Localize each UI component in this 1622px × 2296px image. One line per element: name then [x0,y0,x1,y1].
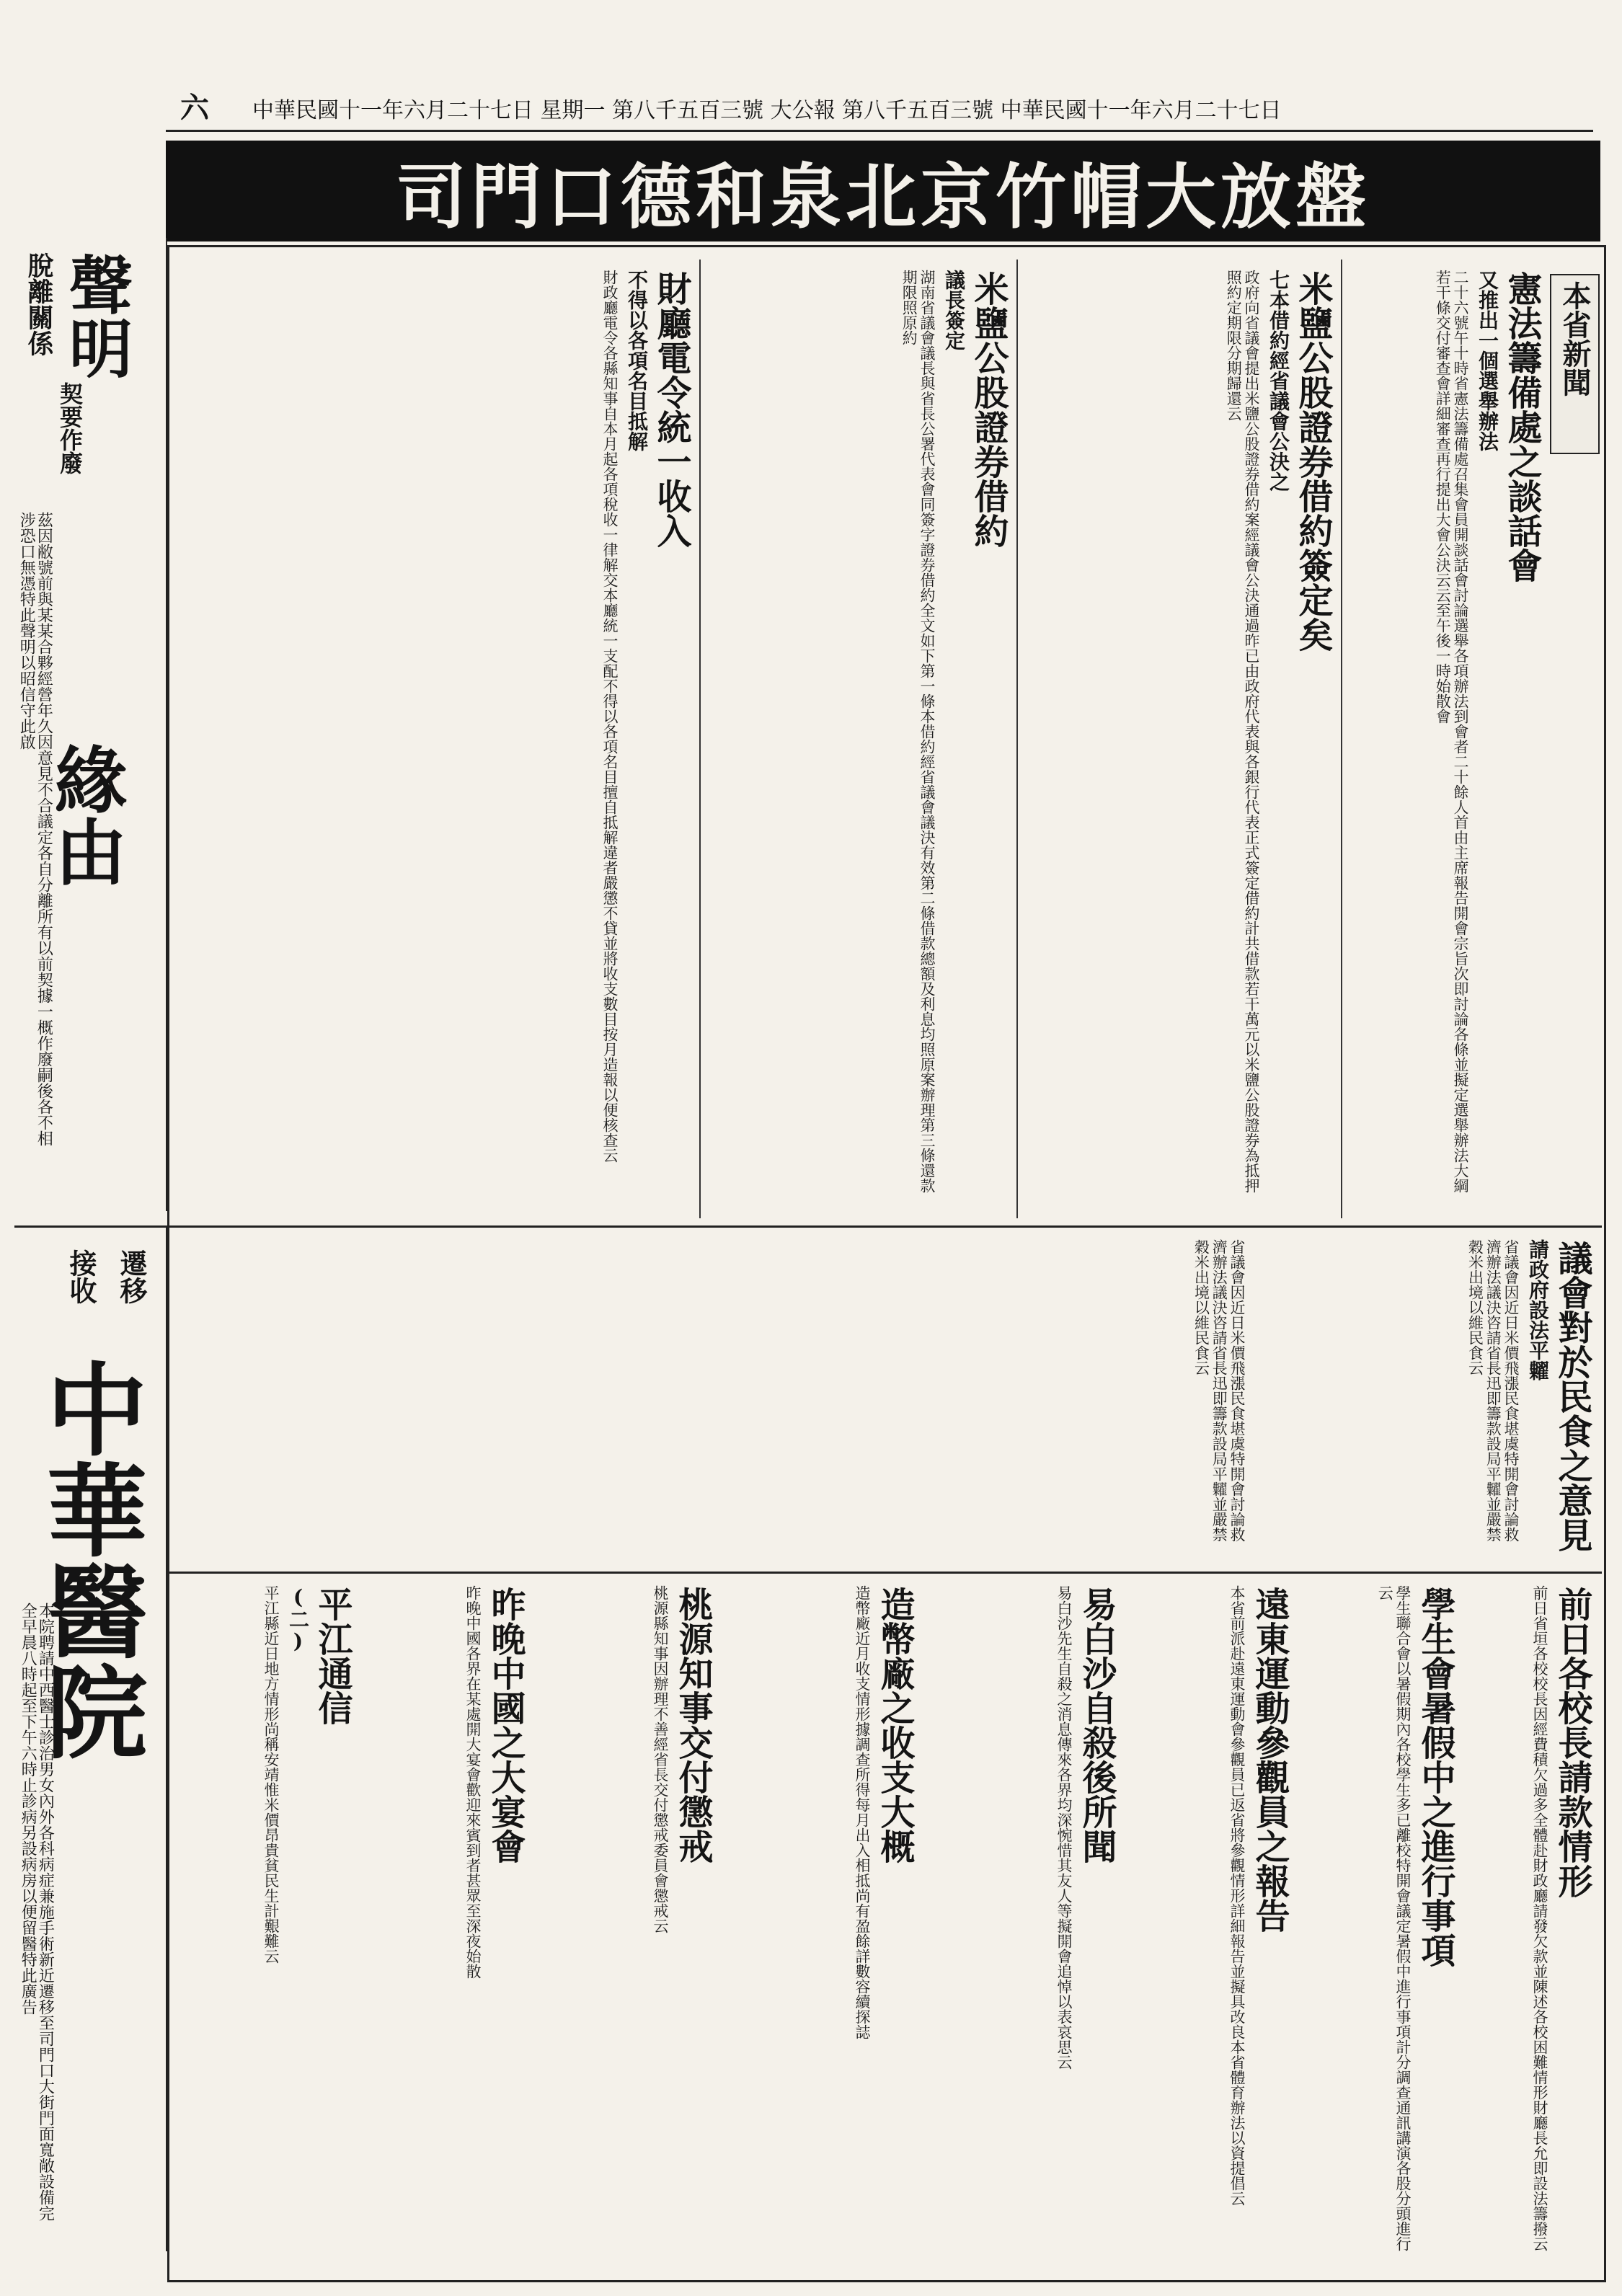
article-body: 省議會因近日米價飛漲民食堪虞特開會討論救濟辦法議決咨請省長迅即籌款設局平糶並嚴禁穀米出境以維民食云 [1466,1239,1520,1542]
article-body: 造幣廠近月收支情形據調查所得每月出入相抵尚有盈餘詳數容續探誌 [854,1585,871,2039]
article-headline: 平江通信 [312,1587,353,1725]
article-body: 學生聯合會以暑假期內各校學生多已離校特開會議定暑假中進行事項計分調查通訊講演各股分頭進行云 [1376,1585,1412,2251]
column-divider [1341,260,1342,1218]
article-subhead: 請政府設法平糶 [1526,1239,1550,1380]
article-food-continued [180,1236,1247,1561]
left-bottom-advertisement [14,1225,167,2251]
ad-header: 遷移 [115,1249,148,1304]
ad-extra: 契要作廢 [56,382,84,474]
article-headline: 桃源知事交付懲戒 [673,1587,713,1863]
article-headline: 米鹽公股證券借約 [968,271,1009,548]
advertisement-banner [166,141,1600,241]
article-finance [180,267,692,1218]
article-mint [721,1582,916,2267]
article-body: 昨晚中國各界在某處開大宴會歡迎來賓到者甚眾至深夜始散 [464,1585,482,1979]
ad-subtitle: 脫離關係 [24,252,54,356]
ad-title: 中華醫院 [30,1357,148,1761]
page-number: 六 [180,91,209,125]
article-subhead: 又推出一個選舉辦法 [1476,270,1499,451]
article-body: 易白沙先生自殺之消息傳來各界均深惋惜其友人等擬開會追悼以表哀思云 [1055,1585,1073,2070]
article-body: 省議會因近日米價飛漲民食堪虞特開會討論救濟辦法議決咨請省長迅即籌款設局平糶並嚴禁穀米出境以維民食云 [1192,1239,1246,1542]
article-constitution [1348,267,1543,1218]
article-body: 本省前派赴遠東運動會參觀員已返省將參觀情形詳細報告並擬具改良本省體育辦法以資提倡云 [1228,1585,1246,2206]
article-headline: 易白沙自殺後所聞 [1076,1587,1117,1863]
article-headline: 議會對於民食之意見 [1552,1241,1592,1552]
date-line-text: 中華民國十一年六月二十七日 星期一 第八千五百三號 大公報 第八千五百三號 中華民國十一年六月二十七日 [252,98,1282,123]
article-headline: 憲法籌備處之談話會 [1502,271,1542,582]
article-body: 前日省垣各校校長因經費積欠過多全體赴財政廳請發欠款並陳述各校困難情形財廳長允即設法籌撥云 [1531,1585,1548,2251]
ad-body: 本院聘請中西醫士診治男女內外各科病症兼施手術新近遷移至司門口大街門面寬敞設備完全早晨八時起至下午六時止診病另設病房以便留醫特此廣告 [19,1603,55,2221]
ad-title: 聲明 [59,252,134,379]
left-top-advertisement [14,238,167,1211]
article-schools [1463,1582,1593,2267]
article-food [1262,1236,1593,1561]
article-headline: 造幣廠之收支大概 [874,1587,915,1863]
article-body: 平江縣近日地方情形尚稱安靖惟米價昂貴貧民生計艱難云 [262,1585,280,1964]
column-divider [1016,260,1018,1218]
article-yi-baisha [923,1582,1117,2267]
article-body: 桃源縣知事因辦理不善經省長交付懲戒委員會懲戒云 [652,1585,669,1933]
article-far-east [1125,1582,1290,2267]
article-students [1298,1582,1456,2267]
section-rule-2 [167,1572,1602,1574]
article-body: 政府向省議會提出米鹽公股證券借約案經議會公決通過昨已由政府代表與各銀行代表正式簽定借約計共借款若干萬元以米鹽公股證券為抵押照約定期限分期歸還云 [1225,270,1260,1193]
article-body: 財政廳電令各縣知事自本月起各項稅收一律解交本廳統一支配不得以各項名目擅自抵解違者嚴懲不貸並將收支數目按月造報以便核查云 [601,270,619,1163]
article-subhead: 不得以各項名目抵解 [625,270,649,451]
date-line [166,87,1593,132]
column-divider [699,260,701,1218]
article-rice-bond [1024,267,1334,1218]
banner-text: 司門口德和泉北京竹帽大放盤 [395,155,1370,239]
article-headline: 學生會暑假中之進行事項 [1415,1587,1455,1967]
article-pingjiang [180,1582,353,2267]
section-rule-1 [167,1225,1602,1228]
article-subhead: (二) [286,1585,310,1653]
article-banquet [360,1582,526,2267]
article-rice-bond-text [706,267,1009,1218]
article-headline: 財廳電令統一收入 [651,271,691,548]
section-label: 本省新聞 [1550,274,1600,454]
ad-header-2: 接收 [65,1249,97,1304]
article-headline: 前日各校長請款情形 [1552,1587,1592,1898]
article-taoyuan [533,1582,714,2267]
article-headline: 米鹽公股證券借約簽定矣 [1293,271,1333,652]
ad-title-2: 緣由 [43,743,128,887]
article-subhead: 七本借約經省議會公決之 [1267,270,1290,492]
article-headline: 遠東運動參觀員之報告 [1249,1587,1290,1933]
ad-body: 茲因敝號前與某某合夥經營年久因意見不合議定各自分離所有以前契據一概作廢嗣後各不相涉恐口無憑特此聲明以昭信守此啟 [17,512,53,1146]
article-subhead: 議長簽定 [942,270,966,350]
article-body: 二十六號午十時省憲法籌備處召集會員開談話會討論選舉各項辦法到會者二十餘人首由主席報告開會宗旨次即討論各條並擬定選舉辦法大綱若干條交付審查會詳細審查再行提出大會公決云云至午後一時始散會 [1434,270,1469,1193]
article-body: 湖南省議會議長與省長公署代表會同簽字證券借約全文如下第一條本借約經省議會議決有效第二條借款總額及利息均照原案辦理第三條還款期限照原約 [900,270,936,1193]
article-headline: 昨晚中國之大宴會 [485,1587,526,1863]
